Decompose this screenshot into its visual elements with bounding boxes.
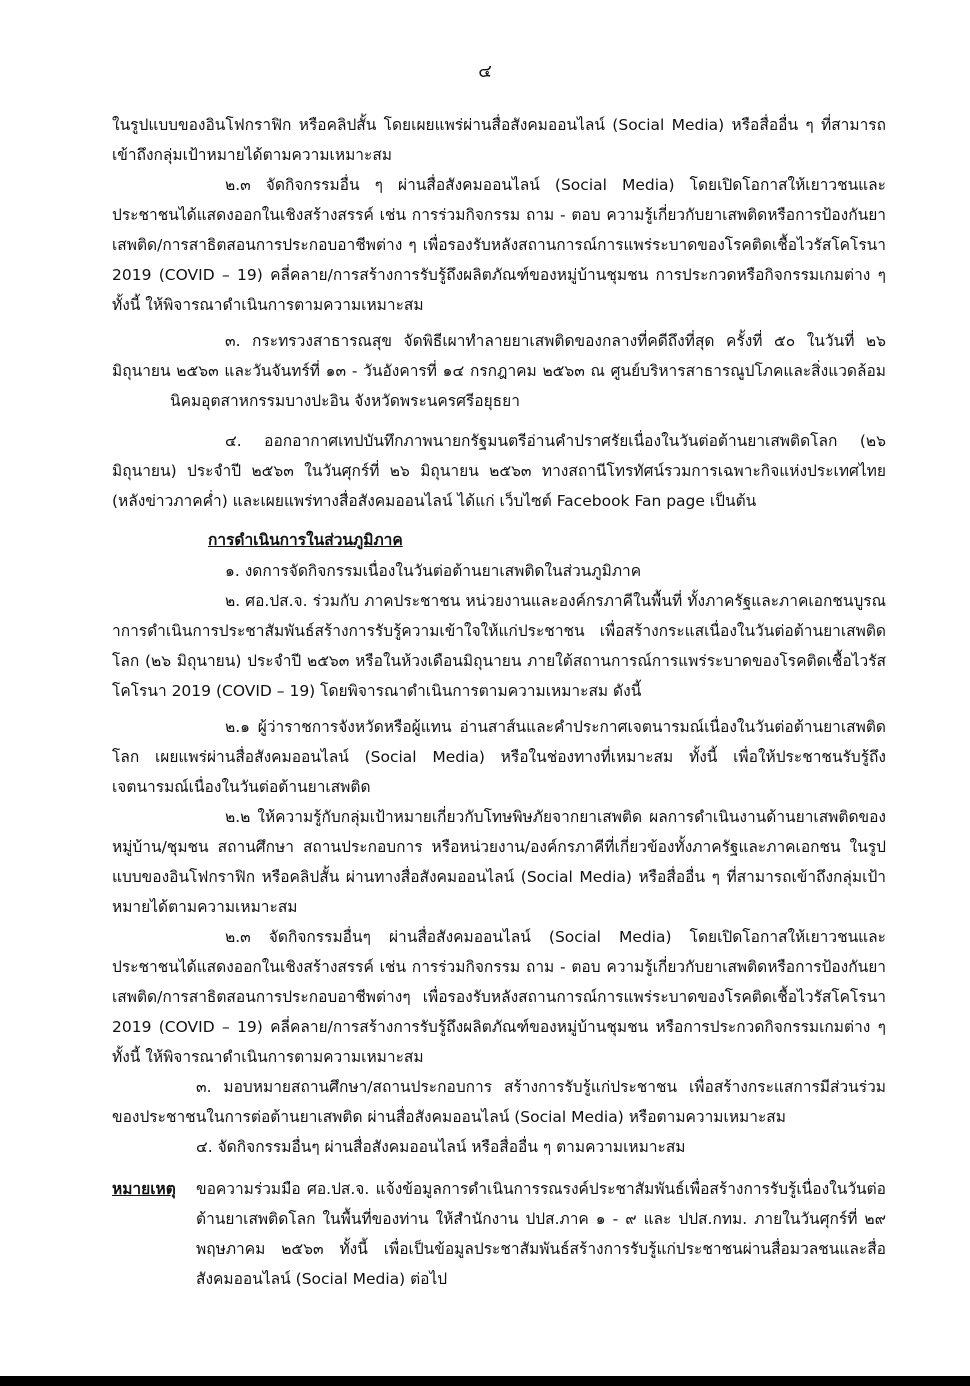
note-label: หมายเหตุ [112, 1180, 176, 1198]
regional-item-2-2: ๒.๒ ให้ความรู้กับกลุ่มเป้าหมายเกี่ยวกับโทษพิษภัยจากยาเสพติด ผลการดำเนินงานด้านยาเสพติดของหมู่บ้าน/ชุมชน สถานศึกษา สถานประกอบการ หรือหน่วยงาน/องค์กรภาคีที่เกี่ยวข้องทั้งภาครัฐและภาคเอกชน ในรูปแบบของอินโฟกราฟิก หรือคลิปสั้น ผ่านทางสื่อสังคมออนไลน์ (Social Media) หรือสื่ออื่น ๆ ที่สามารถเข้าถึงกลุ่มเป้าหมายได้ตามความเหมาะสม [112, 808, 886, 916]
document-body [112, 110, 886, 1294]
regional-item-3: ๓. มอบหมายสถานศึกษา/สถานประกอบการ สร้างการรับรู้แก่ประชาชน เพื่อสร้างกระแสการมีส่วนร่วมของประชาชนในการต่อต้านยาเสพติด ผ่านสื่อสังคมออนไลน์ (Social Media) หรือตามความเหมาะสม [112, 1078, 886, 1126]
paragraph-3-ministry-of-public-health [112, 326, 886, 416]
paragraph-3-text: ๓. กระทรวงสาธารณสุข จัดพิธีเผาทำลายยาเสพติดของกลางที่คดีถึงที่สุด ครั้งที่ ๕๐ ในวันที่ ๒๖ มิถุนายน ๒๕๖๓ และวันจันทร์ที่ ๑๓ - วันอังคารที่ ๑๔ กรกฎาคม ๒๕๖๓ ณ ศูนย์บริหารสาธารณูปโภคและสิ่งแวดล้อม [112, 332, 886, 380]
paragraph-3-location: นิคมอุตสาหกรรมบางปะอิน จังหวัดพระนครศรีอยุธยา [170, 392, 520, 410]
regional-item-4: ๔. จัดกิจกรรมอื่นๆ ผ่านสื่อสังคมออนไลน์ หรือสื่ออื่น ๆ ตามความเหมาะสม [196, 1138, 686, 1156]
paragraph-4-broadcast: ๔. ออกอากาศเทปบันทึกภาพนายกรัฐมนตรีอ่านคำปราศรัยเนื่องในวันต่อต้านยาเสพติดโลก (๒๖ มิถุนายน) ประจำปี ๒๕๖๓ ในวันศุกร์ที่ ๒๖ มิถุนายน ๒๕๖๓ ทางสถานีโทรทัศน์รวมการเฉพาะกิจแห่งประเทศไทย (หลังข่าวภาคค่ำ) และเผยแพร่ทางสื่อสังคมออนไลน์ ได้แก่ เว็บไซต์ Facebook Fan page เป็นต้น [112, 432, 886, 510]
page-number: ๔ [478, 61, 492, 82]
regional-item-1: ๑. งดการจัดกิจกรรมเนื่องในวันต่อต้านยาเสพติดในส่วนภูมิภาค [225, 562, 642, 580]
bottom-edge-bar [0, 1376, 970, 1386]
note-text: ขอความร่วมมือ ศอ.ปส.จ. แจ้งข้อมูลการดำเนินการรณรงค์ประชาสัมพันธ์เพื่อสร้างการรับรู้เนื่องในวันต่อต้านยาเสพติดโลก ในพื้นที่ของท่าน ให้สำนักงาน ปปส.ภาค ๑ - ๙ และ ปปส.กทม. ภายในวันศุกร์ที่ ๒๙ พฤษภาคม ๒๕๖๓ ทั้งนี้ เพื่อเป็นข้อมูลประชาสัมพันธ์สร้างการรับรู้แก่ประชาชนผ่านสื่อมวลชนและสื่อสังคมออนไลน์ (Social Media) ต่อไป [196, 1180, 886, 1288]
regional-item-2: ๒. ศอ.ปส.จ. ร่วมกับ ภาคประชาชน หน่วยงานและองค์กรภาคีในพื้นที่ ทั้งภาครัฐและภาคเอกชนบูรณาการดำเนินการประชาสัมพันธ์สร้างการรับรู้ความเข้าใจให้แก่ประชาชน เพื่อสร้างกระแสเนื่องในวันต่อต้านยาเสพติดโลก (๒๖ มิถุนายน) ประจำปี ๒๕๖๓ หรือในห้วงเดือนมิถุนายน ภายใต้สถานการณ์การแพร่ระบาดของโรคติดเชื้อไวรัสโคโรนา 2019 (COVID – 19) โดยพิจารณาดำเนินการตามความเหมาะสม ดังนี้ [112, 592, 886, 700]
note-section [112, 1174, 886, 1294]
regional-item-2-1: ๒.๑ ผู้ว่าราชการจังหวัดหรือผู้แทน อ่านสาส์นและคำประกาศเจตนารมณ์เนื่องในวันต่อต้านยาเสพติดโลก เผยแพร่ผ่านสื่อสังคมออนไลน์ (Social Media) หรือในช่องทางที่เหมาะสม ทั้งนี้ เพื่อให้ประชาชนรับรู้ถึงเจตนารมณ์เนื่องในวันต่อต้านยาเสพติด [112, 718, 886, 796]
regional-heading: การดำเนินการในส่วนภูมิภาค [208, 531, 403, 549]
paragraph-infographic-continued: ในรูปแบบของอินโฟกราฟิก หรือคลิปสั้น โดยเผยแพร่ผ่านสื่อสังคมออนไลน์ (Social Media) หรือสื่ออื่น ๆ ที่สามารถเข้าถึงกลุ่มเป้าหมายได้ตามความเหมาะสม [112, 116, 886, 164]
regional-item-2-3: ๒.๓ จัดกิจกรรมอื่นๆ ผ่านสื่อสังคมออนไลน์ (Social Media) โดยเปิดโอกาสให้เยาวชนและประชาชนได้แสดงออกในเชิงสร้างสรรค์ เช่น การร่วมกิจกรรม ถาม - ตอบ ความรู้เกี่ยวกับยาเสพติดหรือการป้องกันยาเสพติด/การสาธิตสอนการประกอบอาชีพต่างๆ เพื่อรองรับหลังสถานการณ์การแพร่ระบาดของโรคติดเชื้อไวรัสโคโรนา 2019 (COVID – 19) คลี่คลาย/การสร้างการรับรู้ถึงผลิตภัณฑ์ของหมู่บ้านชุมชน หรือการประกวดกิจกรรมเกมต่าง ๆ ทั้งนี้ ให้พิจารณาดำเนินการตามความเหมาะสม [112, 928, 886, 1066]
note-body [196, 1174, 886, 1294]
paragraph-2-3-activities: ๒.๓ จัดกิจกรรมอื่น ๆ ผ่านสื่อสังคมออนไลน์ (Social Media) โดยเปิดโอกาสให้เยาวชนและประชาชนได้แสดงออกในเชิงสร้างสรรค์ เช่น การร่วมกิจกรรม ถาม - ตอบ ความรู้เกี่ยวกับยาเสพติดหรือการป้องกันยาเสพติด/การสาธิตสอนการประกอบอาชีพต่าง ๆ เพื่อรองรับหลังสถานการณ์การแพร่ระบาดของโรคติดเชื้อไวรัสโคโรนา 2019 (COVID – 19) คลี่คลาย/การสร้างการรับรู้ถึงผลิตภัณฑ์ของหมู่บ้านชุมชน การประกวดหรือกิจกรรมเกมต่าง ๆ ทั้งนี้ ให้พิจารณาดำเนินการตามความเหมาะสม [112, 176, 886, 314]
